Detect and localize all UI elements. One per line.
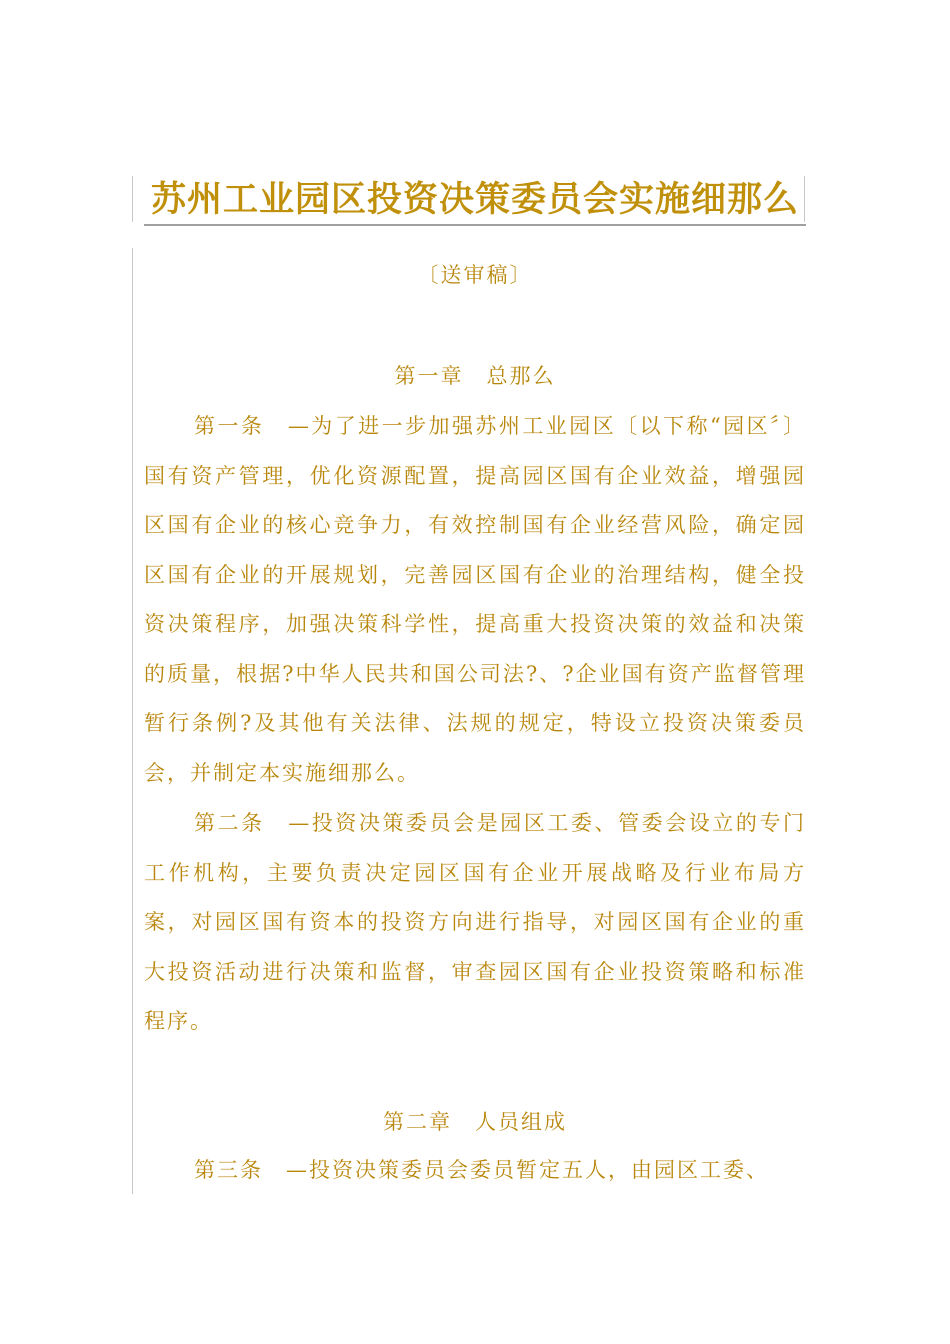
article-paragraph bbox=[144, 799, 806, 1047]
article-text: —为了进一步加强苏州工业园区〔以下称“园区〞〕国有资产管理，优化资源配置，提高园区国有企业效益，增强园区国有企业的核心竞争力，有效控制国有企业经营风险，确定园区国有企业的开展规划，完善园区国有企业的治理结构，健全投资决策程序，加强决策科学性，提高重大投资决策的效益和决策的质量，根据?中华人民共和国公司法?、?企业国有资产监督管理暂行条例?及其他有关法律、法规的规定，特设立投资决策委员会，并制定本实施细那么。 bbox=[144, 414, 807, 785]
article-label: 第一条 bbox=[194, 414, 288, 438]
margin-guide-left-body bbox=[132, 248, 133, 1194]
article-label: 第三条 bbox=[194, 1158, 286, 1182]
chapter-heading: 第二章 人员组成 bbox=[383, 1110, 567, 1134]
chapter-heading: 第一章 总那么 bbox=[394, 364, 556, 388]
article-label: 第二条 bbox=[194, 811, 289, 835]
document-title: 苏州工业园区投资决策委员会实施细那么 bbox=[144, 176, 806, 226]
document-subtitle: 〔送审稿〕 bbox=[417, 263, 533, 287]
margin-guide-left-title bbox=[132, 176, 133, 222]
article-text: —投资决策委员会委员暂定五人，由园区工委、 bbox=[286, 1158, 769, 1182]
article-text: —投资决策委员会是园区工委、管委会设立的专门工作机构，主要负责决定园区国有企业开展战略及行业布局方案，对园区国有资本的投资方向进行指导，对园区国有企业的重大投资活动进行决策和监督，审查园区国有企业投资策略和标准程序。 bbox=[144, 811, 807, 1033]
article-paragraph bbox=[144, 1146, 806, 1196]
article-paragraph bbox=[144, 402, 806, 798]
